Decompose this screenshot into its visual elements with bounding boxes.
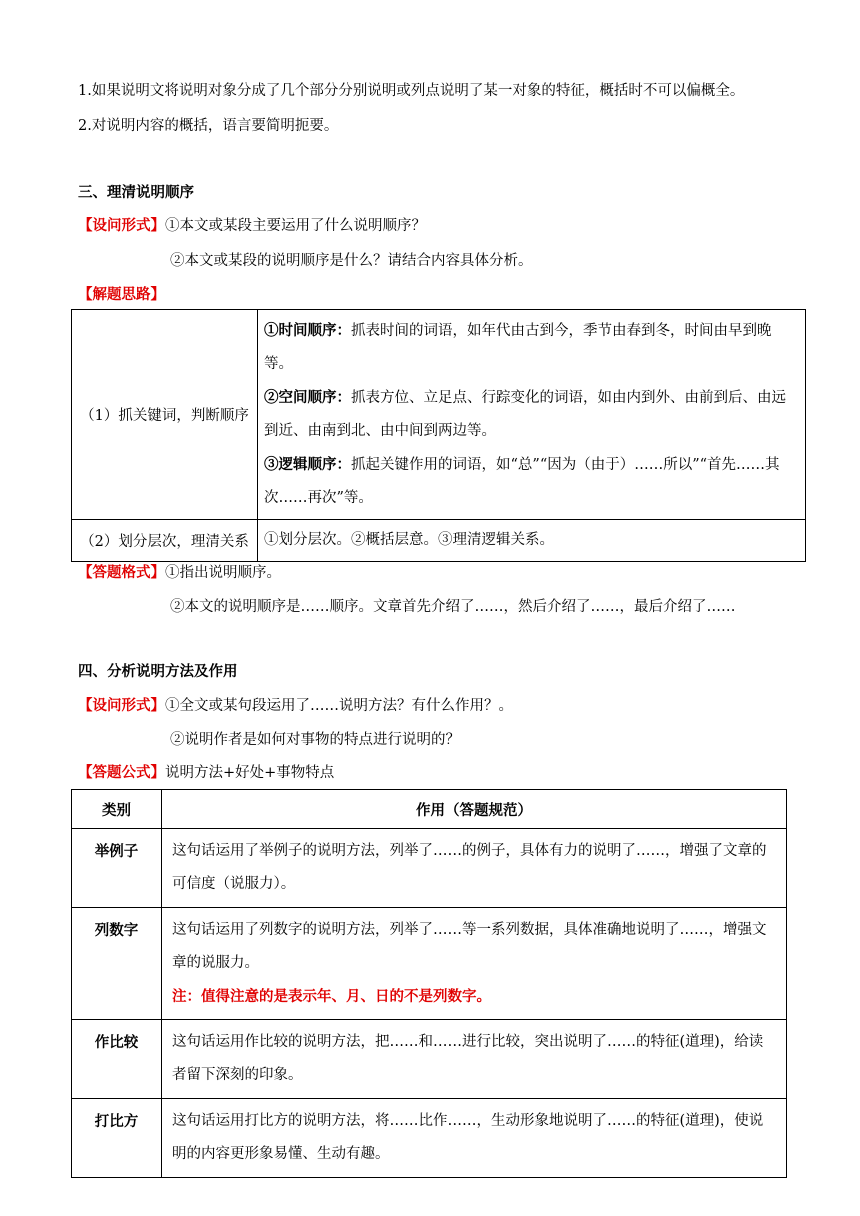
logic-order-item: [264, 448, 797, 515]
table-row: [72, 310, 806, 520]
method-text: 这句话运用了列数字的说明方法，列举了……等一系列数据，具体准确地说明了……，增强文章的说服力。: [172, 922, 767, 971]
header-function: 作用（答题规范）: [162, 790, 787, 829]
method-note: 注：值得注意的是表示年、月、日的不是列数字。: [172, 988, 491, 1005]
method-text: 这句话运用打比方的说明方法，将……比作……，生动形象地说明了……的特征(道理)，使说明的内容更形象易懂、生动有趣。: [172, 1113, 764, 1162]
table-cell-content: [258, 310, 806, 520]
section-3-ask-line-2: ②本文或某段的说明顺序是什么？请结合内容具体分析。: [170, 253, 533, 269]
method-table: [71, 789, 787, 1178]
space-order-item: [264, 381, 797, 448]
header-category: 类别: [72, 790, 162, 829]
table-row: [72, 1099, 787, 1178]
method-category: 列数字: [72, 908, 162, 1020]
time-order-head: ①时间顺序：: [264, 322, 351, 339]
order-table: [71, 309, 806, 562]
formula-text: 说明方法+好处+事物特点: [165, 765, 335, 781]
approach-tag-line: [78, 284, 165, 306]
formula-tag: 【答题公式】: [78, 764, 165, 781]
method-description: [162, 908, 787, 1020]
space-order-body: 抓表方位、立足点、行踪变化的词语，如由内到外、由前到后、由远到近、由南到北、由中间到两边等。: [264, 390, 786, 439]
method-description: [162, 829, 787, 908]
method-category: 作比较: [72, 1020, 162, 1099]
note-2: 2.对说明内容的概括，语言要简明扼要。: [78, 118, 339, 134]
ask-form-tag: 【设问形式】: [78, 697, 165, 714]
section-4-ask-line-1: [78, 695, 513, 717]
table-header-row: [72, 790, 787, 829]
ask-item-1: ①全文或某句段运用了……说明方法？有什么作用？。: [165, 698, 513, 714]
section-3-title: 三、理清说明顺序: [78, 184, 194, 201]
section-4-ask-line-2: ②说明作者是如何对事物的特点进行说明的？: [170, 732, 460, 748]
table-row: [72, 1020, 787, 1099]
format-line-1: [78, 562, 281, 584]
method-text: 这句话运用作比较的说明方法，把……和……进行比较，突出说明了……的特征(道理)，给读者留下深刻的印象。: [172, 1034, 764, 1083]
note-1: 1.如果说明文将说明对象分成了几个部分分别说明或列点说明了某一对象的特征，概括时不可以偏概全。: [78, 83, 745, 99]
method-category: 打比方: [72, 1099, 162, 1178]
ask-form-tag: 【设问形式】: [78, 217, 165, 234]
format-tag: 【答题格式】: [78, 564, 165, 581]
table-row: [72, 520, 806, 562]
time-order-item: [264, 314, 797, 381]
space-order-head: ②空间顺序：: [264, 389, 351, 406]
table-cell-label: （1）抓关键词，判断顺序: [72, 310, 258, 520]
section-4-title: 四、分析说明方法及作用: [78, 663, 238, 680]
method-description: [162, 1020, 787, 1099]
method-category: 举例子: [72, 829, 162, 908]
table-cell-label: （2）划分层次，理清关系: [72, 520, 258, 562]
logic-order-body: 抓起关键作用的词语，如“总”“因为（由于）……所以”“首先……其次……再次”等。: [264, 457, 780, 506]
method-text: 这句话运用了举例子的说明方法，列举了……的例子，具体有力的说明了……，增强了文章的可信度（说服力）。: [172, 843, 767, 892]
format-item-1: ①指出说明顺序。: [165, 565, 281, 581]
table-row: [72, 829, 787, 908]
time-order-body: 抓表时间的词语，如年代由古到今，季节由春到冬，时间由早到晚等。: [264, 323, 772, 372]
ask-item-1: ①本文或某段主要运用了什么说明顺序？: [165, 218, 426, 234]
approach-tag: 【解题思路】: [78, 286, 165, 303]
table-cell-content: ①划分层次。②概括层意。③理清逻辑关系。: [258, 520, 806, 562]
format-line-2: ②本文的说明顺序是……顺序。文章首先介绍了……，然后介绍了……，最后介绍了……: [170, 599, 736, 615]
section-3-ask-line-1: [78, 215, 426, 237]
formula-line: [78, 762, 334, 784]
table-row: [72, 908, 787, 1020]
method-description: [162, 1099, 787, 1178]
logic-order-head: ③逻辑顺序：: [264, 456, 351, 473]
